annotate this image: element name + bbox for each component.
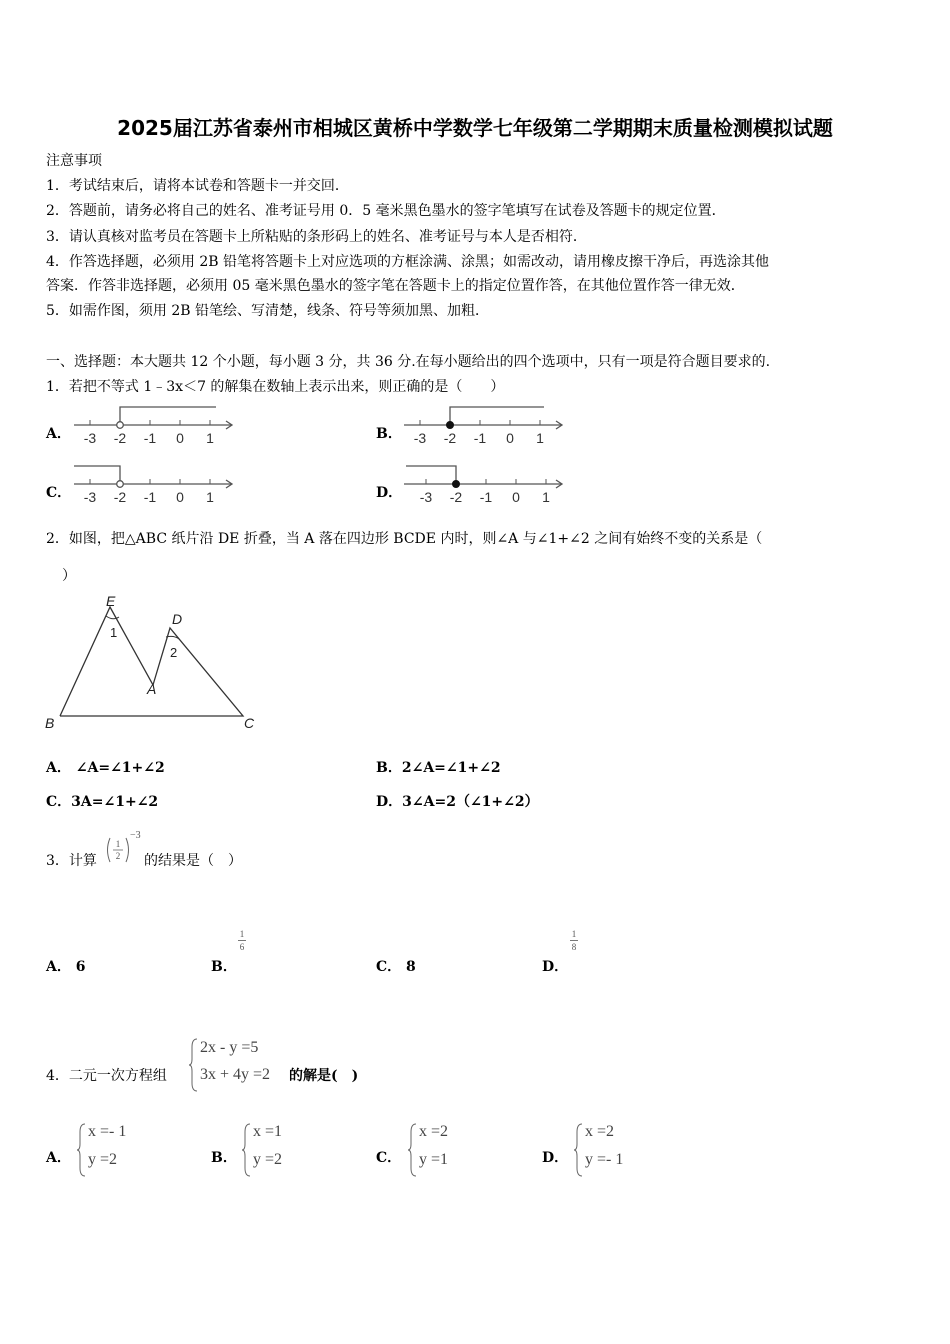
q3-option-b-den: 6 [239, 942, 245, 952]
label-b: B [45, 715, 55, 731]
q1-option-b-label: B． [376, 426, 402, 442]
q4-system-brace-icon [189, 1037, 199, 1093]
q4-option-a-eq1: x =- 1 [88, 1123, 127, 1140]
q4-option-a-brace-icon [77, 1122, 87, 1178]
q4-stem-prefix: 4．二元一次方程组 [46, 1068, 167, 1084]
q3-option-d-fraction [568, 929, 580, 957]
q4-stem-suffix: 的解是( ) [289, 1068, 359, 1084]
q2-stem-cont: ） [62, 568, 76, 584]
tick-label: -3 [83, 430, 97, 446]
q2-option-c-label: C． [46, 794, 72, 810]
q3-stem-prefix: 3．计算 [46, 853, 97, 869]
q3-expr-num: 1 [115, 839, 121, 849]
q3-option-b-fraction [236, 929, 248, 957]
label-angle-1: 1 [110, 625, 118, 640]
notice-item: 2．答题前，请务必将自己的姓名、准考证号用 0．5 毫米黑色墨水的签字笔填写在试卷及答题卡的规定位置． [46, 203, 726, 219]
label-d: D [172, 611, 183, 627]
page-title: 2025届江苏省泰州市相城区黄桥中学数学七年级第二学期期末质量检测模拟试题 [117, 116, 833, 140]
q3-option-c[interactable] [376, 957, 416, 977]
notice-item: 答案．作答非选择题，必须用 05 毫米黑色墨水的签字笔在答题卡上的指定位置作答，在其他位置作答一律无效． [46, 278, 745, 294]
q2-stem: 2．如图，把△ABC 纸片沿 DE 折叠，当 A 落在四边形 BCDE 内时，则∠A 与∠1+∠2 之间有始终不变的关系是（ [46, 531, 763, 547]
q4-option-c-eq1: x =2 [419, 1123, 449, 1140]
notice-item: 4．作答选择题，必须用 2B 铅笔将答题卡上对应选项的方框涂满、涂黑；如需改动，请用橡皮擦干净后，再选涂其他 [46, 254, 769, 270]
tick-label: 1 [206, 430, 214, 446]
q2-option-d-label: D． [376, 794, 403, 810]
q3-expression [104, 830, 144, 870]
q3-expr-den: 2 [115, 851, 121, 861]
q1-number-line-d[interactable] [396, 462, 571, 507]
q4-option-b-label[interactable]: B． [211, 1150, 237, 1166]
q2-option-a-label: A． [46, 760, 71, 776]
label-e: E [106, 593, 116, 609]
label-c: C [244, 715, 255, 731]
q2-option-d[interactable] [376, 792, 539, 812]
q3-option-a-text: 6 [75, 959, 86, 975]
tick-label: -2 [113, 430, 127, 446]
notice-item: 3．请认真核对监考员在答题卡上所粘贴的条形码上的姓名、准考证号与本人是否相符． [46, 229, 587, 245]
tick-label: 1 [542, 489, 550, 505]
tick-label: -3 [83, 489, 97, 505]
q3-option-d-num: 1 [571, 929, 577, 939]
q1-option-d-label: D． [376, 485, 403, 501]
tick-label: 0 [506, 430, 514, 446]
tick-label: 0 [176, 430, 184, 446]
q2-triangle-figure [40, 590, 270, 740]
notice-heading: 注意事项 [46, 153, 102, 169]
notice-item: 1．考试结束后，请将本试卷和答题卡一并交回． [46, 178, 349, 194]
tick-label: -2 [113, 489, 127, 505]
q4-system-eq2: 3x + 4y =2 [200, 1066, 271, 1083]
tick-label: -2 [449, 489, 463, 505]
tick-label: 0 [176, 489, 184, 505]
tick-label: -2 [443, 430, 457, 446]
q2-option-c-text: 3A=∠1+∠2 [71, 794, 159, 810]
q4-option-b-eq2: y =2 [253, 1151, 283, 1168]
q4-option-a-label[interactable]: A． [46, 1150, 71, 1166]
section-heading: 一、选择题：本大题共 12 个小题，每小题 3 分，共 36 分.在每小题给出的四个选项中，只有一项是符合题目要求的. [46, 354, 771, 370]
q3-option-d-den: 8 [571, 942, 577, 952]
tick-label: 0 [512, 489, 520, 505]
q3-option-a-label: A． [46, 959, 71, 975]
q1-number-line-c[interactable] [66, 462, 241, 507]
tick-label: -3 [419, 489, 433, 505]
q3-option-c-text: 8 [406, 959, 416, 975]
q4-option-a-eq2: y =2 [88, 1151, 118, 1168]
q1-number-line-a[interactable] [66, 403, 241, 448]
q3-option-b-num: 1 [239, 929, 245, 939]
q4-option-c-brace-icon [408, 1122, 418, 1178]
q4-option-c-eq2: y =1 [419, 1151, 449, 1168]
q4-option-d-eq2: y =- 1 [585, 1151, 624, 1168]
q2-option-c[interactable] [46, 792, 158, 812]
tick-label: -1 [143, 489, 157, 505]
q2-option-a-text: ∠A=∠1+∠2 [75, 760, 165, 776]
q1-stem: 1．若把不等式 1﹣3x＜7 的解集在数轴上表示出来，则正确的是（ ） [46, 379, 505, 395]
q3-option-a[interactable] [46, 957, 86, 977]
q2-option-b[interactable] [376, 758, 501, 778]
tick-label: 1 [536, 430, 544, 446]
q3-expr-exponent: −3 [130, 830, 141, 841]
q4-option-b-eq1: x =1 [253, 1123, 283, 1140]
q3-option-c-label: C． [376, 959, 402, 975]
q4-option-c-label[interactable]: C． [376, 1150, 402, 1166]
q4-system-eq1: 2x - y =5 [200, 1039, 259, 1056]
q3-option-d-label[interactable]: D． [542, 959, 569, 975]
q4-option-d-brace-icon [574, 1122, 584, 1178]
tick-label: -3 [413, 430, 427, 446]
q1-number-line-b[interactable] [396, 403, 571, 448]
q2-option-d-text: 3∠A=2（∠1+∠2） [402, 794, 539, 810]
tick-label: 1 [206, 489, 214, 505]
tick-label: -1 [473, 430, 487, 446]
q4-option-d-label[interactable]: D． [542, 1150, 569, 1166]
label-a: A [147, 681, 157, 697]
q1-option-a-label: A． [46, 426, 71, 442]
q4-option-d-eq1: x =2 [585, 1123, 615, 1140]
tick-label: -1 [479, 489, 493, 505]
q2-option-b-text: 2∠A=∠1+∠2 [401, 760, 501, 776]
q3-stem-suffix: 的结果是（ ） [144, 853, 242, 869]
q1-option-c-label: C． [46, 485, 72, 501]
tick-label: -1 [143, 430, 157, 446]
label-angle-2: 2 [170, 645, 178, 660]
q3-option-b-label[interactable]: B． [211, 959, 237, 975]
q4-option-b-brace-icon [242, 1122, 252, 1178]
q2-option-b-label: B． [376, 760, 402, 776]
q2-option-a[interactable] [46, 758, 165, 778]
notice-item: 5．如需作图，须用 2B 铅笔绘、写清楚，线条、符号等须加黑、加粗． [46, 303, 490, 319]
